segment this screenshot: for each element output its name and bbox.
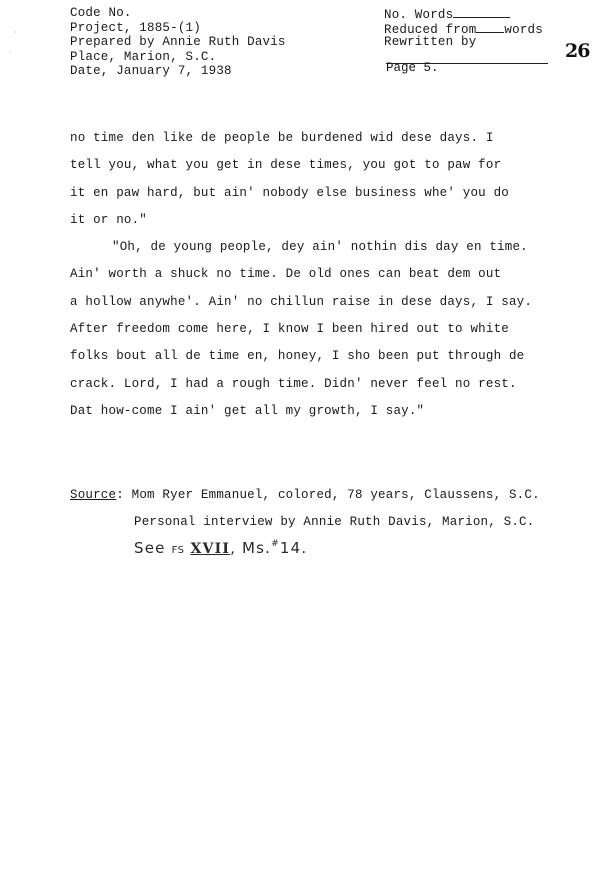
rewritten-by-label: Rewritten by bbox=[384, 35, 477, 49]
no-words-row bbox=[384, 6, 543, 21]
text-line: tell you, what you get in dese times, you got to paw for bbox=[70, 158, 502, 173]
margin-speck: · bbox=[14, 28, 17, 37]
text-line: crack. Lord, I had a rough time. Didn' never feel no rest. bbox=[70, 376, 517, 391]
text-line: no time den like de people be burdened wid dese days. I bbox=[70, 131, 494, 145]
source-line-2: Personal interview by Annie Ruth Davis, Marion, S.C. bbox=[134, 515, 535, 529]
hand-number-mark: # bbox=[271, 539, 280, 549]
project: Project, 1885-(1) bbox=[70, 20, 201, 35]
text-line: folks bout all de time en, honey, I sho been put through de bbox=[70, 349, 525, 364]
place: Place, Marion, S.C. bbox=[70, 49, 217, 64]
prepared-by: Prepared by Annie Ruth Davis bbox=[70, 35, 286, 49]
hand-ms: , Ms. bbox=[230, 539, 272, 557]
text-line: a hollow anywhe'. Ain' no chillun raise in dese days, I say. bbox=[70, 294, 533, 309]
no-words-label: No. Words bbox=[384, 8, 454, 22]
header-info bbox=[70, 6, 286, 79]
text-line: After freedom come here, I know I been hired out to white bbox=[70, 322, 509, 337]
handwritten-reference bbox=[134, 539, 307, 557]
hand-volume: XVII bbox=[190, 541, 231, 557]
hand-fs: FS bbox=[171, 545, 185, 556]
reduced-row bbox=[384, 21, 543, 36]
words-label: words bbox=[504, 22, 543, 37]
date: Date, January 7, 1938 bbox=[70, 64, 232, 78]
reduced-from-label: Reduced from bbox=[384, 22, 477, 37]
text-line: it en paw hard, but ain' nobody else business whe' you do bbox=[70, 185, 509, 200]
text-line: "Oh, de young people, dey ain' nothin dis day en time. bbox=[112, 240, 528, 255]
page-number: Page 5. bbox=[386, 61, 439, 75]
header-word-info bbox=[384, 6, 543, 50]
text-line: Dat how-come I ain' get all my growth, I say." bbox=[70, 403, 425, 418]
source-line-1 bbox=[70, 488, 540, 515]
text-line: Ain' worth a shuck no time. De old ones can beat dem out bbox=[70, 267, 502, 282]
source-text: : Mom Ryer Emmanuel, colored, 78 years, Claussens, S.C. bbox=[116, 488, 540, 502]
rewritten-row bbox=[384, 35, 543, 50]
hand-see: See bbox=[134, 539, 166, 557]
interview-text bbox=[70, 131, 590, 431]
code-no: Code No. bbox=[70, 6, 132, 20]
folio-stamp: 26 bbox=[565, 40, 590, 62]
source-citation bbox=[70, 488, 540, 542]
no-words-blank bbox=[453, 6, 510, 18]
hand-number: 14. bbox=[279, 539, 308, 557]
reduced-blank bbox=[476, 21, 504, 33]
source-label: Source bbox=[70, 488, 117, 502]
margin-speck: · bbox=[9, 48, 12, 57]
text-line: it or no." bbox=[70, 212, 148, 227]
